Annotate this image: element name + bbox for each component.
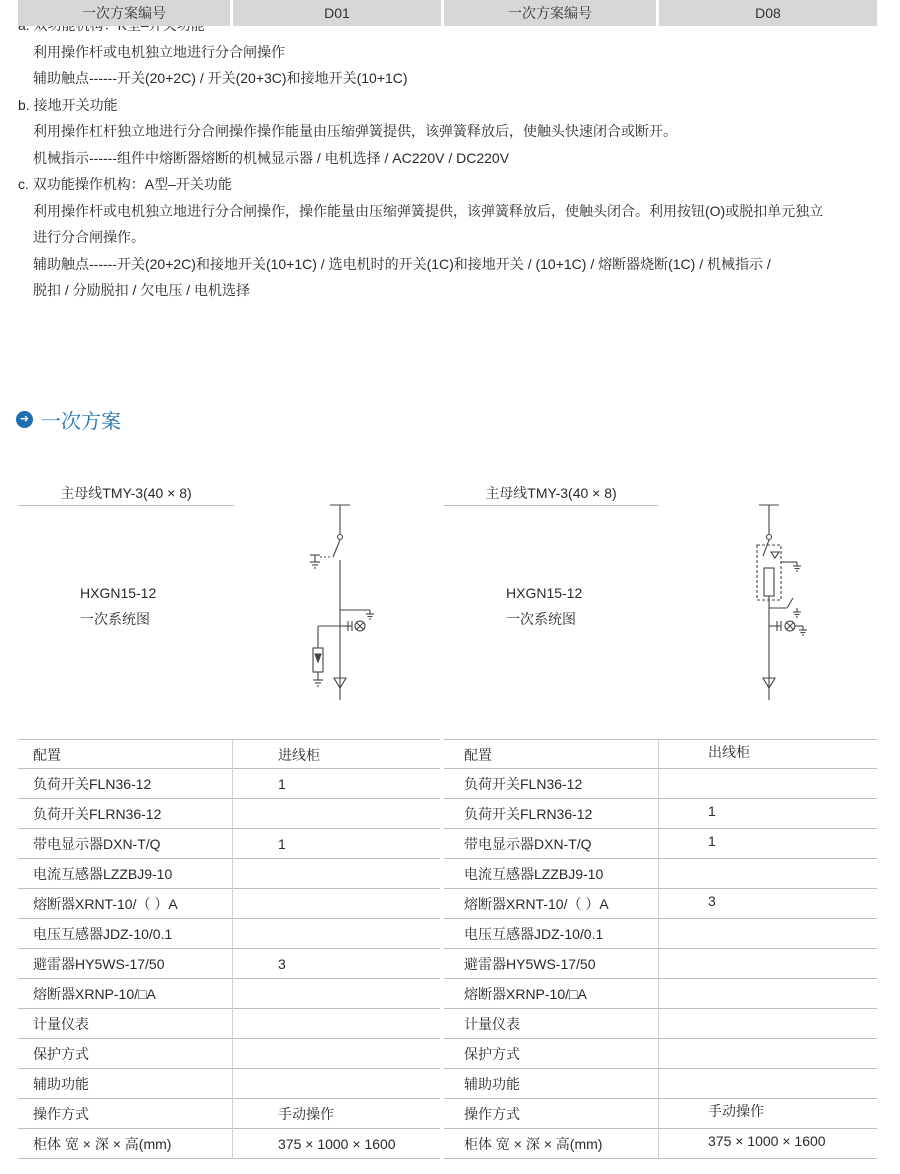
config-item-name: 负荷开关FLN36-12: [33, 776, 152, 792]
table1-config-header-row: [18, 739, 440, 769]
table-row: [18, 1069, 440, 1099]
intro-line: 利用操作杆或电机独立地进行分合闸操作: [33, 43, 285, 60]
table-row: [444, 889, 877, 919]
table2-cabinet-type: 出线柜: [708, 744, 750, 760]
table-row: [18, 769, 440, 799]
table-row: [444, 799, 877, 829]
table-row: [444, 979, 877, 1009]
table-row: [18, 979, 440, 1009]
table-row: [18, 859, 440, 889]
table-row: [18, 889, 440, 919]
table1-busbar: 主母线TMY-3(40 × 8): [18, 480, 234, 506]
intro-line: 机械指示------组件中熔断器熔断的机械显示器 / 电机选择 / AC220V / DC220V: [33, 149, 510, 166]
table-row: [444, 1039, 877, 1069]
intro-text: [18, 12, 888, 304]
d08-single-line-diagram: [735, 500, 845, 710]
config-item-value: 1: [278, 836, 286, 852]
table-row: [444, 1009, 877, 1039]
intro-line: 辅助触点------开关(20+2C)和接地开关(10+1C) / 选电机时的开关(1C)和接地开关 / (10+1C) / 熔断器烧断(1C) / 机械指示 /: [33, 255, 771, 272]
config-item-name: 柜体 宽 × 深 × 高(mm): [33, 1136, 172, 1152]
table-row: [444, 949, 877, 979]
table2-busbar: 主母线TMY-3(40 × 8): [444, 480, 658, 506]
table-row: [18, 1009, 440, 1039]
config-item-value: 手动操作: [708, 1103, 764, 1119]
intro-line-b: b. 接地开关功能: [18, 96, 118, 113]
config-item-name: 电压互感器JDZ-10/0.1: [464, 926, 604, 942]
config-item-name: 电流互感器LZZBJ9-10: [33, 866, 173, 882]
config-item-value: 375 × 1000 × 1600: [708, 1133, 826, 1149]
arrow-right-circle-icon: ➜: [16, 411, 33, 428]
table1-header-label: 一次方案编号: [18, 0, 230, 26]
table-row: [18, 799, 440, 829]
d01-single-line-diagram: [290, 500, 400, 710]
intro-line: 进行分合闸操作。: [33, 229, 145, 245]
table-row: [444, 829, 877, 859]
config-item-name: 保护方式: [464, 1046, 520, 1062]
table2-config-header-row: [444, 739, 877, 769]
config-item-name: 带电显示器DXN-T/Q: [33, 836, 161, 852]
table-row: [444, 769, 877, 799]
section-title-text: 一次方案: [41, 410, 121, 433]
section-title: [16, 404, 121, 434]
table2-scheme-id: D08: [659, 0, 877, 26]
config-item-value: 手动操作: [278, 1106, 334, 1122]
config-item-name: 计量仪表: [464, 1016, 520, 1032]
config-item-name: 操作方式: [464, 1106, 520, 1122]
table-row: [18, 829, 440, 859]
config-item-value: 1: [708, 833, 716, 849]
table1-system-label: 一次系统图: [80, 611, 150, 627]
table-row: [444, 1099, 877, 1129]
intro-line: 脱扣 / 分励脱扣 / 欠电压 / 电机选择: [33, 282, 251, 298]
config-item-value: 3: [278, 956, 286, 972]
table-row: [444, 919, 877, 949]
table2-system-label: 一次系统图: [506, 611, 576, 627]
table-row: [444, 1069, 877, 1099]
table1-scheme-id: D01: [233, 0, 441, 26]
config-item-name: 熔断器XRNT-10/（ ）A: [464, 896, 609, 912]
table2-system-model: HXGN15-12: [506, 585, 583, 601]
config-item-name: 带电显示器DXN-T/Q: [464, 836, 592, 852]
config-item-name: 避雷器HY5WS-17/50: [464, 956, 596, 972]
config-item-name: 电流互感器LZZBJ9-10: [464, 866, 604, 882]
config-item-name: 电压互感器JDZ-10/0.1: [33, 926, 173, 942]
table1-system-model: HXGN15-12: [80, 585, 157, 601]
config-item-value: 375 × 1000 × 1600: [278, 1136, 396, 1152]
table-row: [444, 1129, 877, 1159]
table1-config-header: 配置: [33, 747, 61, 763]
table-row: [18, 1039, 440, 1069]
config-item-name: 保护方式: [33, 1046, 89, 1062]
config-item-name: 操作方式: [33, 1106, 89, 1122]
intro-line-c: c. 双功能操作机构：A型–开关功能: [18, 176, 232, 192]
table2-header-label: 一次方案编号: [444, 0, 656, 26]
config-item-name: 负荷开关FLN36-12: [464, 776, 583, 792]
config-item-name: 辅助功能: [33, 1076, 89, 1092]
table-row: [18, 1099, 440, 1129]
intro-line: 辅助触点------开关(20+2C) / 开关(20+3C)和接地开关(10+1C): [33, 70, 408, 86]
intro-line: 利用操作杆或电机独立地进行分合闸操作，操作能量由压缩弹簧提供，该弹簧释放后，使触头闭合。利用按钮(O)或脱扣单元独立: [33, 202, 824, 219]
table-row: [18, 1129, 440, 1159]
config-item-name: 负荷开关FLRN36-12: [464, 806, 593, 822]
config-item-name: 柜体 宽 × 深 × 高(mm): [464, 1136, 603, 1152]
config-item-value: 1: [278, 776, 286, 792]
table-row: [444, 859, 877, 889]
config-item-name: 熔断器XRNT-10/（ ）A: [33, 896, 178, 912]
config-item-name: 熔断器XRNP-10/□A: [33, 986, 156, 1002]
config-item-name: 熔断器XRNP-10/□A: [464, 986, 587, 1002]
table1-cabinet-type: 进线柜: [278, 747, 320, 763]
intro-line: 利用操作杠杆独立地进行分合闸操作操作能量由压缩弹簧提供，该弹簧释放后，使触头快速闭合或断开。: [33, 123, 677, 139]
table-row: [18, 919, 440, 949]
config-item-name: 负荷开关FLRN36-12: [33, 806, 162, 822]
config-item-value: 3: [708, 893, 716, 909]
config-item-name: 避雷器HY5WS-17/50: [33, 956, 165, 972]
config-item-name: 计量仪表: [33, 1016, 89, 1032]
config-item-value: 1: [708, 803, 716, 819]
table-row: [18, 949, 440, 979]
config-item-name: 辅助功能: [464, 1076, 520, 1092]
table2-config-header: 配置: [464, 747, 492, 763]
